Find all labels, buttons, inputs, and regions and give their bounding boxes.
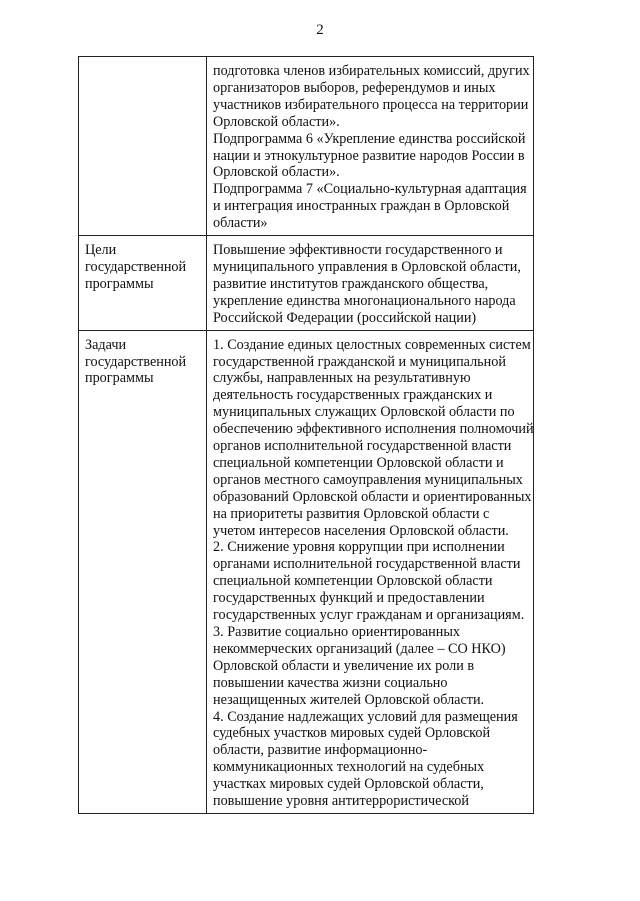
row-text-line: деятельность государственных гражданских и [213, 387, 493, 404]
row-text-line: 2. Снижение уровня коррупции при исполнении [213, 539, 505, 556]
program-passport-table [78, 56, 534, 814]
row-text-line: области» [213, 215, 268, 232]
row-text-line: незащищенных жителей Орловской области. [213, 691, 485, 708]
row-text-line: Орловской области». [213, 164, 340, 181]
row-text-line: участках мировых судей Орловской области, [213, 776, 484, 793]
row-text-line: 4. Создание надлежащих условий для размещения [213, 708, 518, 725]
row-text-line: повышение уровня антитеррористической [213, 793, 469, 810]
row-text-line: повышении качества жизни социально [213, 674, 448, 691]
row-text-line: некоммерческих организаций (далее – СО НКО) [213, 640, 506, 657]
row-text-line: подготовка членов избирательных комиссий, других [213, 63, 530, 79]
row-label-line: государственной [85, 258, 187, 275]
row-label-cell [79, 236, 207, 331]
page-number: 2 [316, 22, 324, 38]
row-text-line: Повышение эффективности государственного и [213, 242, 503, 259]
row-content-cell [207, 236, 534, 331]
row-text-line: на приоритеты развития Орловской области с [213, 505, 490, 522]
row-text-line: развитие институтов гражданского общества, [213, 275, 489, 292]
row-text-line: обеспечению эффективного исполнения полномочий [213, 421, 534, 438]
row-text-line: органов местного самоуправления муниципальных [213, 471, 523, 488]
row-text-line: службы, направленных на результативную [213, 370, 471, 387]
row-text-line: государственных функций и предоставлении [213, 590, 485, 607]
row-label-cell [79, 57, 207, 236]
row-text-line: государственных услуг гражданам и организациям. [213, 607, 525, 624]
row-text-line: Подпрограмма 7 «Социально-культурная адаптация [213, 181, 527, 198]
row-text-line: учетом интересов населения Орловской области. [213, 522, 509, 539]
row-text-line: нации и этнокультурное развитие народов России в [213, 147, 525, 164]
row-label-line: программы [85, 275, 154, 292]
row-text-line: муниципальных служащих Орловской области по [213, 404, 515, 421]
row-label-line: Цели [85, 242, 117, 259]
row-text-line: специальной компетенции Орловской области [213, 573, 493, 590]
table-row-goals [79, 236, 534, 331]
row-content-cell [207, 57, 534, 236]
row-text-line: муниципального управления в Орловской области, [213, 258, 521, 275]
row-text-line: Российской Федерации (российской нации) [213, 309, 477, 326]
table-body [79, 57, 534, 814]
row-text-line: судебных участков мировых судей Орловской [213, 725, 491, 742]
row-text-line: Орловской области». [213, 113, 340, 130]
table-row-subprograms [79, 57, 534, 236]
row-text-line: 3. Развитие социально ориентированных [213, 624, 460, 640]
row-label-line: программы [85, 370, 154, 387]
row-text-line: Орловской области и увеличение их роли в [213, 657, 475, 674]
row-label-line: Задачи [85, 336, 127, 353]
row-text-line: организаторов выборов, референдумов и иных [213, 79, 496, 96]
table-row-tasks [79, 330, 534, 813]
row-text-line: государственной гражданской и муниципальной [213, 353, 506, 370]
row-text-line: Подпрограмма 6 «Укрепление единства российской [213, 130, 526, 147]
row-text-line: области, развитие информационно- [213, 742, 428, 759]
row-label-cell [79, 330, 207, 813]
row-text-line: участников избирательного процесса на территории [213, 96, 529, 113]
row-text-line: укрепление единства многонационального народа [213, 292, 516, 309]
row-text-line: органами исполнительной государственной власти [213, 556, 521, 573]
row-content-cell [207, 330, 534, 813]
row-text-line: органов исполнительной государственной власти [213, 438, 512, 455]
row-text-line: 1. Создание единых целостных современных систем [213, 336, 531, 353]
row-text-line: образований Орловской области и ориентированных [213, 488, 532, 505]
row-text-line: специальной компетенции Орловской области и [213, 454, 504, 471]
row-label-line: государственной [85, 353, 187, 370]
row-text-line: и интеграция иностранных граждан в Орловской [213, 198, 510, 215]
row-text-line: коммуникационных технологий на судебных [213, 759, 485, 776]
